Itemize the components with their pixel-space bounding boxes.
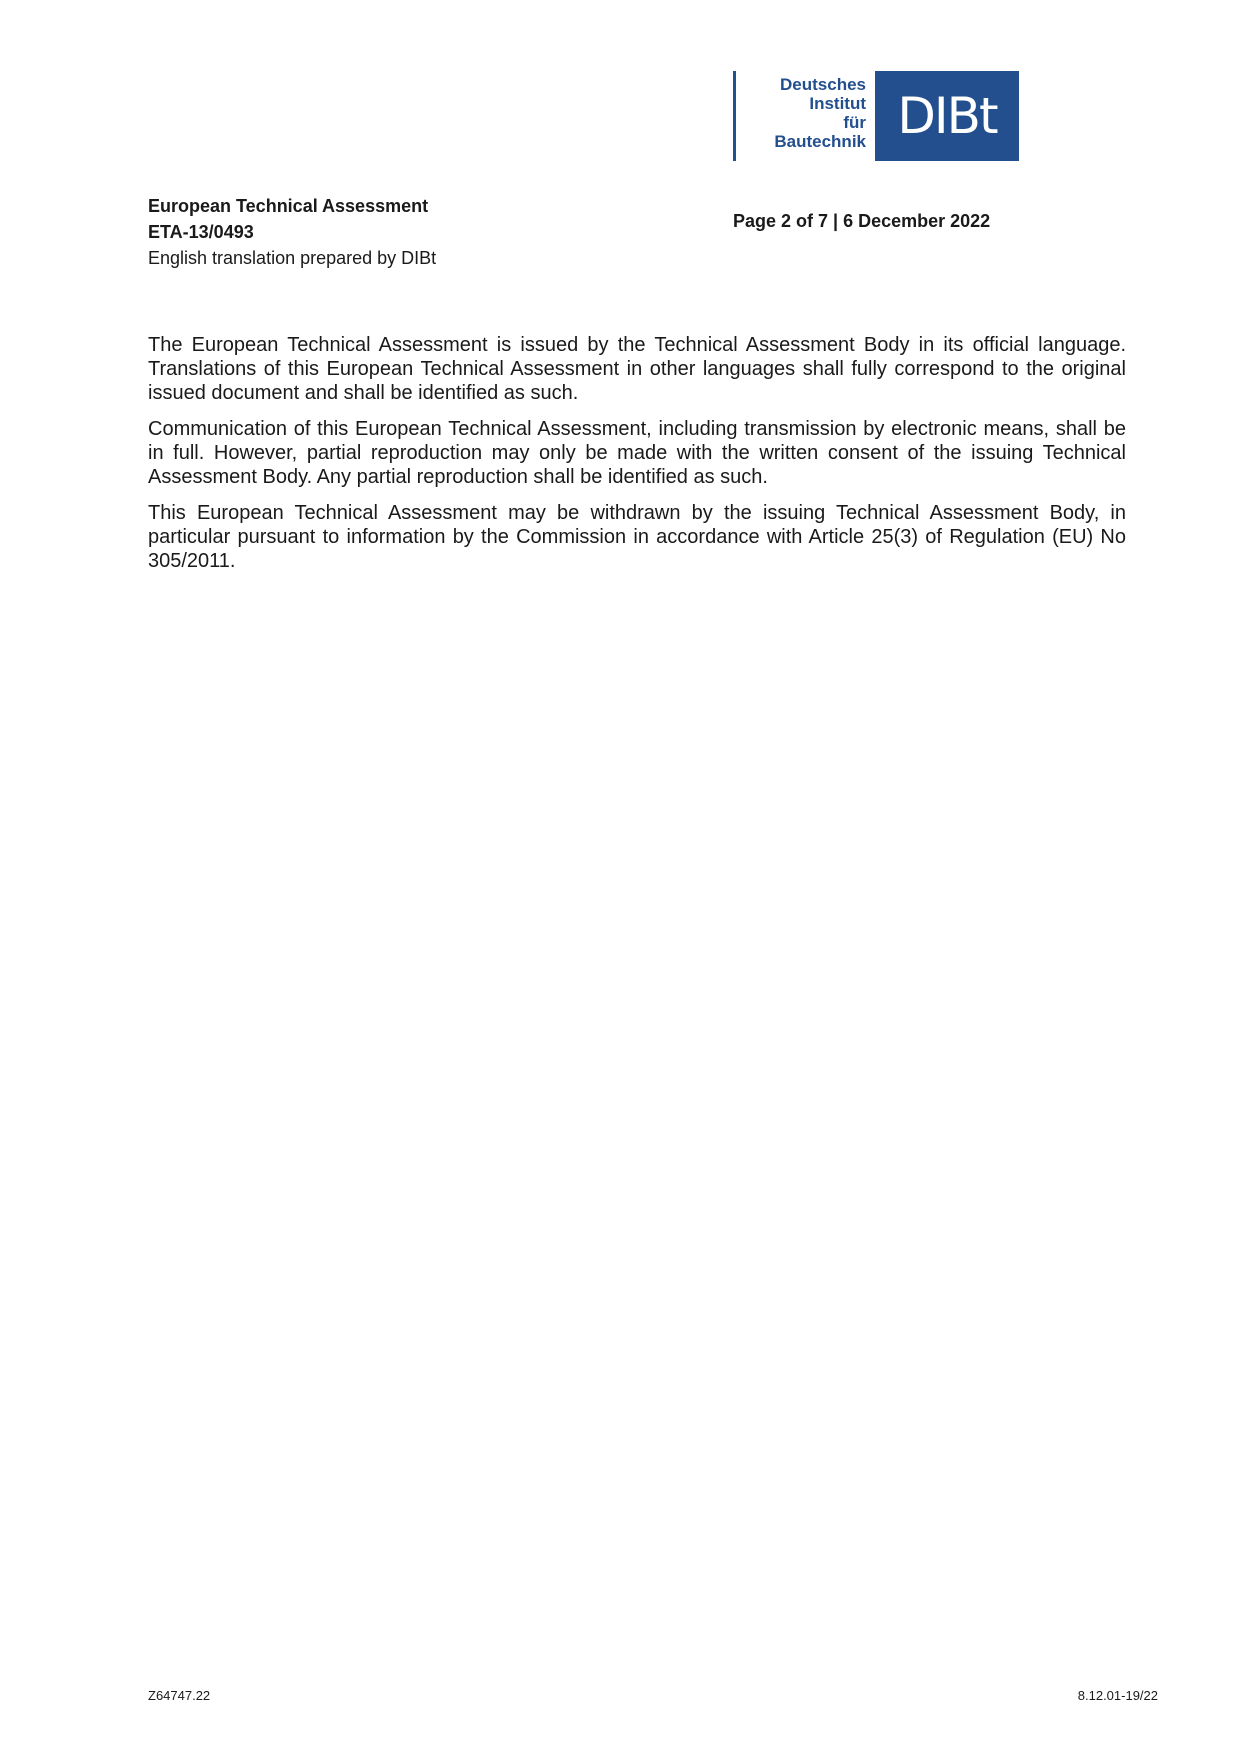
logo-word: Deutsches [780, 75, 866, 94]
logo-mark: DIBt [875, 71, 1019, 161]
document-header [148, 193, 436, 271]
dibt-logo [733, 71, 1019, 161]
footer-document-id: Z64747.22 [148, 1688, 211, 1703]
translation-note: English translation prepared by DIBt [148, 248, 437, 268]
logo-word: Institut [809, 94, 866, 113]
logo-word: für [843, 113, 866, 132]
footer-form-number: 8.12.01-19/22 [1077, 1688, 1158, 1703]
body-paragraph: Communication of this European Technical Assessment, including transmission by electronic means, shall be in full. However, partial reproduction may only be made with the written consent of the issuing Technical Assessment Body. Any partial reproduction shall be identified as such. [148, 418, 1126, 488]
body-paragraph: This European Technical Assessment may be withdrawn by the issuing Technical Assessment Body, in particular pursuant to information by the Commission in accordance with Article 25(3) of Regulation (EU) No 305/2011. [148, 502, 1126, 572]
document-title: European Technical Assessment [148, 196, 429, 216]
page-info: Page 2 of 7 | 6 December 2022 [733, 211, 991, 231]
logo-word: Bautechnik [774, 132, 866, 151]
eta-number: ETA-13/0493 [148, 222, 254, 242]
logo-institute-name [741, 75, 866, 151]
body-paragraph: The European Technical Assessment is issued by the Technical Assessment Body in its official language. Translations of this European Technical Assessment in other languages shall fully correspond to the original issued document and shall be identified as such. [148, 334, 1126, 404]
logo-divider-bar [733, 71, 736, 161]
document-body [148, 333, 1126, 585]
